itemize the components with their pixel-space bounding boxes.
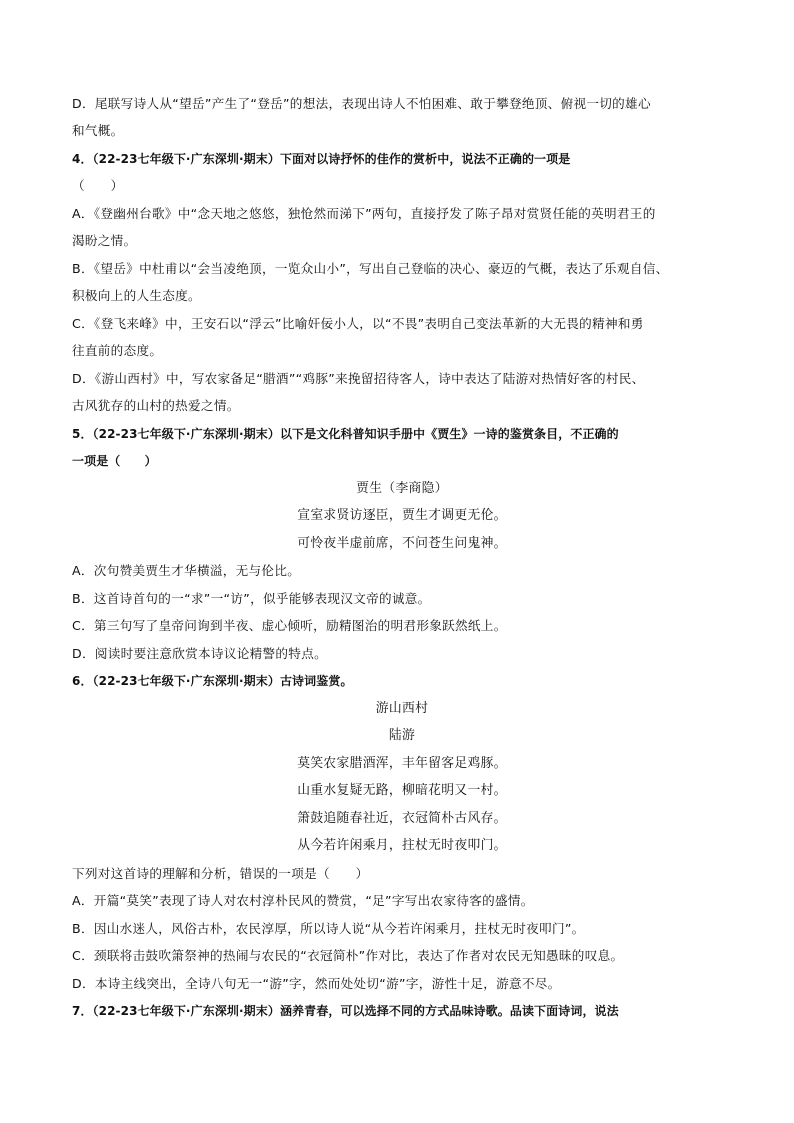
poem-5-title: 贾生（李商隐） xyxy=(356,481,448,496)
option-4c-line-1: C．《登飞来峰》中，王安石以“浮云”比喻奸佞小人，以“不畏”表明自己变法革新的大无畏的精神和勇 xyxy=(72,316,644,331)
poem-6-line-2: 山重水复疑无路，柳暗花明又一村。 xyxy=(297,783,507,798)
poem-6-line-1: 莫笑农家腊酒浑，丰年留客足鸡豚。 xyxy=(297,756,507,771)
option-6a: A．开篇“莫笑”表现了诗人对农村淳朴民风的赞赏，“足”字写出农家待客的盛情。 xyxy=(72,893,534,908)
option-5c: C．第三句写了皇帝问询到半夜、虚心倾听，励精图治的明君形象跃然纸上。 xyxy=(72,618,507,633)
option-5d: D．阅读时要注意欣赏本诗议论精警的特点。 xyxy=(72,646,327,661)
option-4d-line-1: D．《游山西村》中，写农家备足“腊酒”“鸡豚”来挽留招待客人，诗中表达了陆游对热情好客的村民、 xyxy=(72,371,645,386)
option-4b-line-2: 积极向上的人生态度。 xyxy=(72,288,201,303)
poem-6-line-3: 箫鼓追随春社近，衣冠简朴古风存。 xyxy=(297,811,507,826)
poem-5-line-2: 可怜夜半虚前席，不问苍生问鬼神。 xyxy=(297,536,507,551)
option-3d-line-2: 和气概。 xyxy=(72,123,124,138)
question-6-stem: 6．（22-23七年级下·广东深圳·期末）古诗词鉴赏。 xyxy=(72,674,353,688)
option-4b-line-1: B．《望岳》中杜甫以“会当凌绝顶，一览众山小”，写出自己登临的决心、豪迈的气概，表达了乐观自信、 xyxy=(72,261,669,276)
option-4c-line-2: 往直前的态度。 xyxy=(72,343,163,358)
question-4-stem: 4．（22-23七年级下·广东深圳·期末）下面对以诗抒怀的佳作的赏析中，说法不正确的一项是 xyxy=(72,152,571,166)
poem-6-author: 陆游 xyxy=(388,728,416,743)
question-6-prompt: 下列对这首诗的理解和分析，错误的一项是（ ） xyxy=(72,866,369,881)
poem-6-line-4: 从今若许闲乘月，拄杖无时夜叩门。 xyxy=(297,838,507,853)
option-6c: C．颈联将击鼓吹箫祭神的热闹与农民的“衣冠简朴”作对比，表达了作者对农民无知愚昧的叹息。 xyxy=(72,948,624,963)
option-6b: B．因山水迷人，风俗古朴，农民淳厚，所以诗人说“从今若许闲乘月，拄杖无时夜叩门”。 xyxy=(72,921,585,936)
option-4a-line-1: A．《登幽州台歌》中“念天地之悠悠，独怆然而涕下”两句，直接抒发了陈子昂对赏贤任能的英明君王的 xyxy=(72,206,656,221)
option-4d-line-2: 古风犹存的山村的热爱之情。 xyxy=(72,398,240,413)
option-5a: A．次句赞美贾生才华横溢，无与伦比。 xyxy=(72,563,301,578)
option-5b: B．这首诗首句的一“求”一“访”，似乎能够表现汉文帝的诚意。 xyxy=(72,591,431,606)
poem-5-line-1: 宣室求贤访逐臣，贾生才调更无伦。 xyxy=(297,508,507,523)
option-6d: D．本诗主线突出，全诗八句无一“游”字，然而处处切“游”字，游性十足，游意不尽。 xyxy=(72,976,561,991)
option-3d-line-1: D．尾联写诗人从“望岳”产生了“登岳”的想法，表现出诗人不怕困难、敢于攀登绝顶、俯视一切的雄心 xyxy=(72,96,651,111)
question-5-stem-cont: 一项是（ ） xyxy=(72,454,157,468)
question-7-stem: 7．（22-23七年级下·广东深圳·期末）涵养青春，可以选择不同的方式品味诗歌。品读下面诗词，说法 xyxy=(72,1004,619,1018)
question-5-stem: 5．（22-23七年级下·广东深圳·期末）以下是文化科普知识手册中《贾生》一诗的鉴赏条目，不正确的 xyxy=(72,427,619,441)
question-4-blank: （ ） xyxy=(72,178,124,193)
poem-6-title: 游山西村 xyxy=(375,701,429,716)
option-4a-line-2: 渴盼之情。 xyxy=(72,233,137,248)
